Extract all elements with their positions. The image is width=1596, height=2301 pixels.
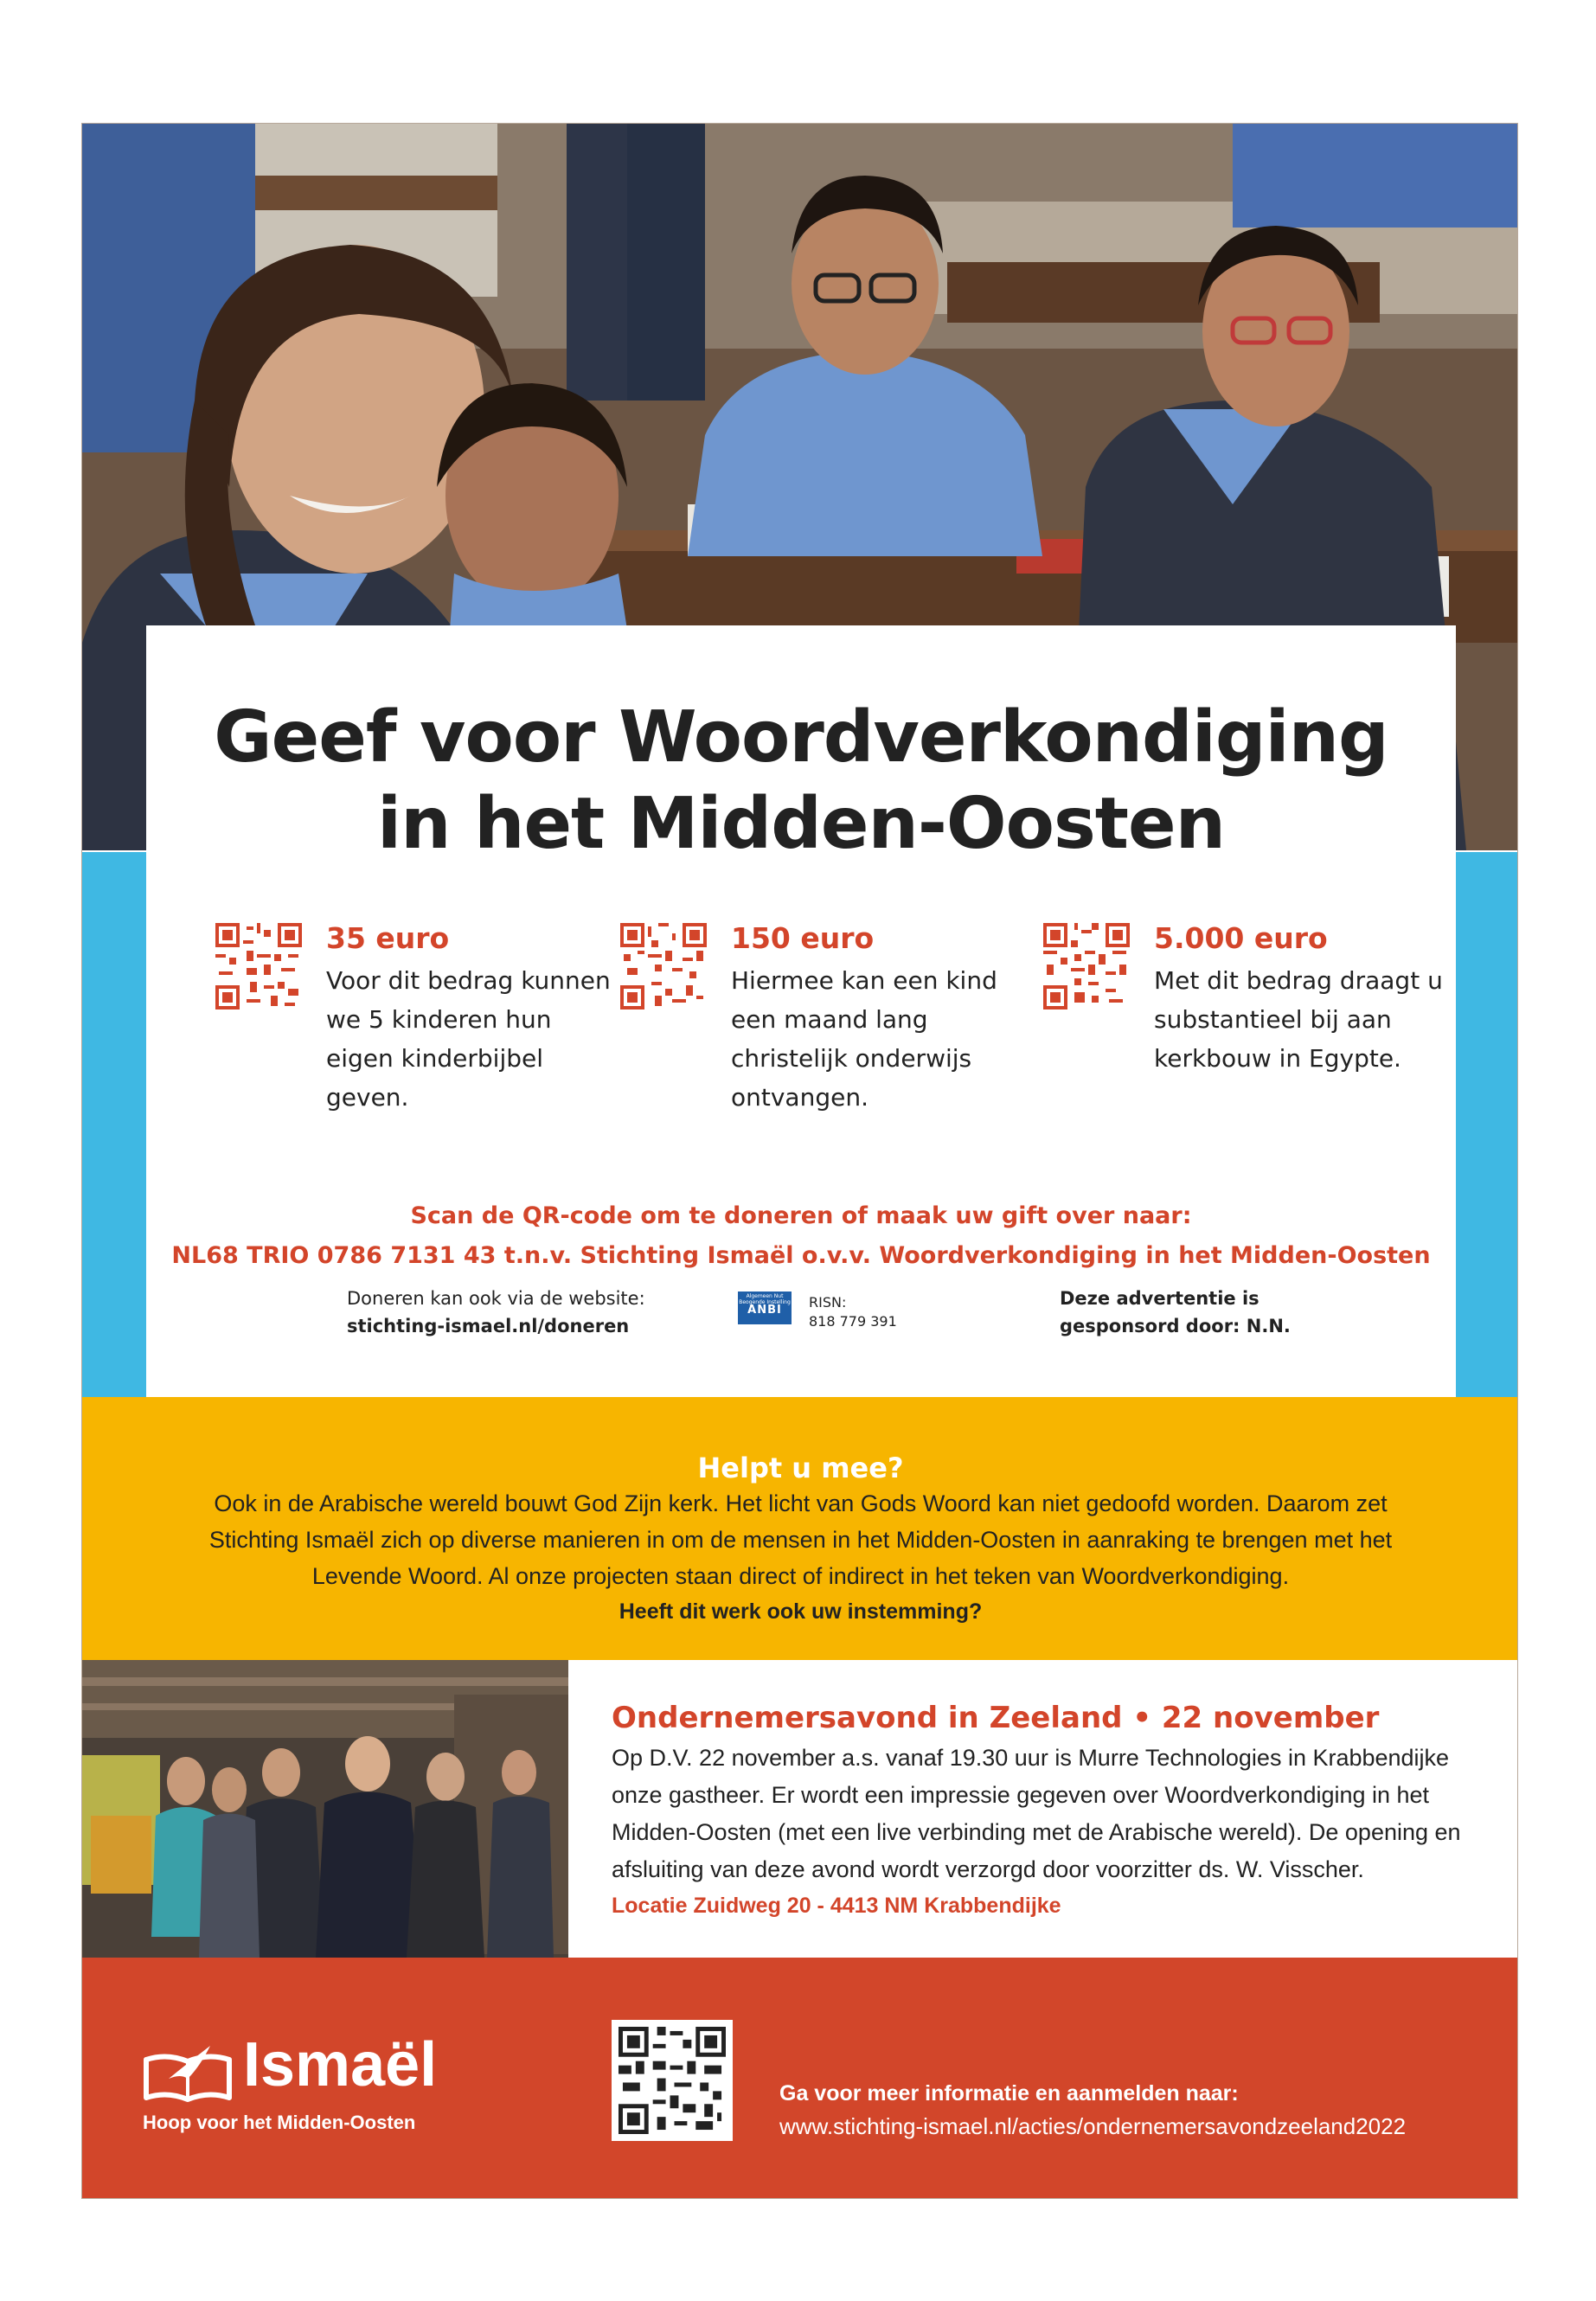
help-section bbox=[82, 1397, 1518, 1660]
qr-code-icon[interactable] bbox=[215, 923, 302, 1009]
footer-qr-code[interactable] bbox=[612, 2020, 733, 2141]
risn-number: 818 779 391 bbox=[809, 1313, 897, 1330]
iban-line: NL68 TRIO 0786 7131 43 t.n.v. Stichting Ismaël o.v.v. Woordverkondiging in het Midden-Oosten bbox=[171, 1242, 1431, 1269]
headline-line-1: Geef voor Woordverkondiging bbox=[214, 696, 1388, 779]
help-title: Helpt u mee? bbox=[697, 1452, 904, 1484]
website-label: Doneren kan ook via de website: bbox=[347, 1288, 645, 1309]
tier-description: Voor dit bedrag kunnen we 5 kinderen hun eigen kinderbijbel geven. bbox=[326, 966, 611, 1112]
logo-name: Ismaël bbox=[243, 2030, 438, 2099]
website-donation-note bbox=[347, 1285, 645, 1340]
anbi-small-text: Algemeen Nut Beogende Instelling bbox=[739, 1293, 791, 1305]
qr-code-icon[interactable] bbox=[620, 923, 707, 1009]
footer-url-link[interactable]: www.stichting-ismael.nl/acties/ondernemersavondzeeland2022 bbox=[779, 2113, 1407, 2139]
open-book-bird-icon bbox=[143, 2041, 233, 2105]
qr-code-icon bbox=[619, 2027, 726, 2134]
footer-cta: Ga voor meer informatie en aanmelden naar: bbox=[779, 2081, 1239, 2106]
tier-amount: 150 euro bbox=[731, 921, 875, 955]
risn-info bbox=[809, 1293, 897, 1331]
help-question: Heeft dit werk ook uw instemming? bbox=[619, 1599, 983, 1624]
help-body-line: Levende Woord. Al onze projecten staan direct of indirect in het teken van Woordverkondiging. bbox=[311, 1563, 1290, 1589]
event-title: Ondernemersavond in Zeeland • 22 november bbox=[612, 1701, 1380, 1735]
anbi-label: ANBI bbox=[747, 1304, 782, 1317]
headline bbox=[146, 695, 1456, 868]
logo-tagline: Hoop voor het Midden-Oosten bbox=[143, 2112, 416, 2133]
tier-amount: 35 euro bbox=[326, 921, 450, 955]
business-meeting-photo bbox=[82, 1660, 568, 1958]
sponsor-note bbox=[1060, 1285, 1291, 1340]
help-body-line: Stichting Ismaël zich op diverse manieren in om de mensen in het Midden-Oosten in aanraking te brengen met het bbox=[208, 1527, 1393, 1553]
event-announcement bbox=[612, 1698, 1485, 1923]
anbi-logo bbox=[738, 1292, 792, 1324]
footer-banner bbox=[82, 1958, 1518, 2199]
scan-instruction: Scan de QR-code om te doneren of maak uw gift over naar: bbox=[410, 1202, 1192, 1229]
advertisement-page bbox=[81, 123, 1518, 2199]
tier-description: Met dit bedrag draagt u substantieel bij aan kerkbouw in Egypte. bbox=[1154, 966, 1443, 1073]
qr-code-icon[interactable] bbox=[1043, 923, 1130, 1009]
tier-amount: 5.000 euro bbox=[1154, 921, 1328, 955]
event-location: Locatie Zuidweg 20 - 4413 NM Krabbendijke bbox=[612, 1894, 1061, 1918]
event-photo bbox=[82, 1660, 568, 1958]
event-body: Op D.V. 22 november a.s. vanaf 19.30 uur is Murre Technologies in Krabbendijke onze gastheer. Er wordt een impressie gegeven over Woordverkondiging in het Midden-Oosten (met een live verbinding met de Arabische wereld). De opening en afsluiting van deze avond wordt verzorgd door voorzitter ds. W. Visscher. bbox=[612, 1745, 1461, 1882]
blue-stripe-left bbox=[82, 852, 146, 1397]
sponsor-line-1: Deze advertentie is bbox=[1060, 1288, 1259, 1309]
donation-card bbox=[146, 625, 1456, 1397]
payment-instructions bbox=[146, 1196, 1456, 1276]
tier-description: Hiermee kan een kind een maand lang christelijk onderwijs ontvangen. bbox=[731, 966, 997, 1112]
sponsor-line-2: gesponsord door: N.N. bbox=[1060, 1316, 1291, 1336]
blue-stripe-right bbox=[1456, 852, 1518, 1397]
website-link[interactable]: stichting-ismael.nl/doneren bbox=[347, 1316, 630, 1336]
risn-label: RISN: bbox=[809, 1294, 847, 1311]
headline-line-2: in het Midden-Oosten bbox=[377, 783, 1225, 865]
help-body bbox=[203, 1485, 1398, 1594]
help-body-line: Ook in de Arabische wereld bouwt God Zijn kerk. Het licht van Gods Woord kan niet gedoofd worden. Daarom zet bbox=[214, 1490, 1388, 1516]
